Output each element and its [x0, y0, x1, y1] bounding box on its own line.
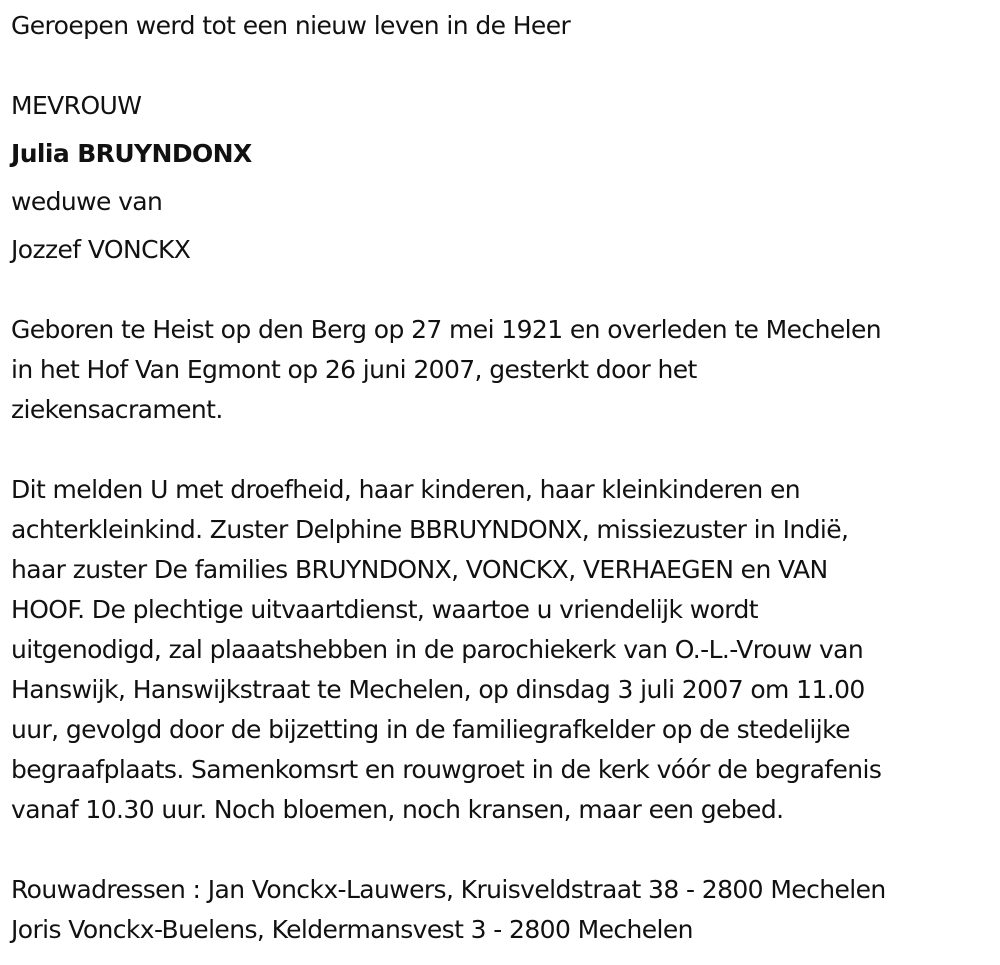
- paragraph-line: uur, gevolgd door de bijzetting in de familiegrafkelder op de stedelijke: [11, 715, 850, 744]
- paragraph-line: Dit melden U met droefheid, haar kinderen, haar kleinkinderen en: [11, 475, 801, 504]
- birth-death-paragraph: [11, 310, 881, 430]
- paragraph-line: ziekensacrament.: [11, 395, 223, 424]
- paragraph-line: Geboren te Heist op den Berg op 27 mei 1921 en overleden te Mechelen: [11, 315, 881, 344]
- paragraph-line: achterkleinkind. Zuster Delphine BBRUYNDONX, missiezuster in Indië,: [11, 515, 849, 544]
- mourning-addresses: [11, 870, 886, 950]
- paragraph-line: Hanswijk, Hanswijkstraat te Mechelen, op dinsdag 3 juli 2007 om 11.00: [11, 675, 865, 704]
- paragraph-line: in het Hof Van Egmont op 26 juni 2007, gesterkt door het: [11, 355, 697, 384]
- honorific: MEVROUW: [11, 91, 142, 120]
- spouse-name: Jozzef VONCKX: [11, 235, 191, 264]
- paragraph-line: vanaf 10.30 uur. Noch bloemen, noch kransen, maar een gebed.: [11, 795, 784, 824]
- intro-text: Geroepen werd tot een nieuw leven in de Heer: [11, 11, 571, 40]
- deceased-name: Julia BRUYNDONX: [11, 139, 252, 168]
- paragraph-line: HOOF. De plechtige uitvaartdienst, waartoe u vriendelijk wordt: [11, 595, 758, 624]
- address-line: Joris Vonckx-Buelens, Keldermansvest 3 - 2800 Mechelen: [11, 915, 693, 944]
- paragraph-line: uitgenodigd, zal plaaatshebben in de parochiekerk van O.-L.-Vrouw van: [11, 635, 864, 664]
- relation-text: weduwe van: [11, 187, 163, 216]
- address-line: Rouwadressen : Jan Vonckx-Lauwers, Kruisveldstraat 38 - 2800 Mechelen: [11, 875, 886, 904]
- paragraph-line: haar zuster De families BRUYNDONX, VONCKX, VERHAEGEN en VAN: [11, 555, 828, 584]
- paragraph-line: begraafplaats. Samenkomsrt en rouwgroet in de kerk vóór de begrafenis: [11, 755, 882, 784]
- announcement-paragraph: [11, 470, 881, 830]
